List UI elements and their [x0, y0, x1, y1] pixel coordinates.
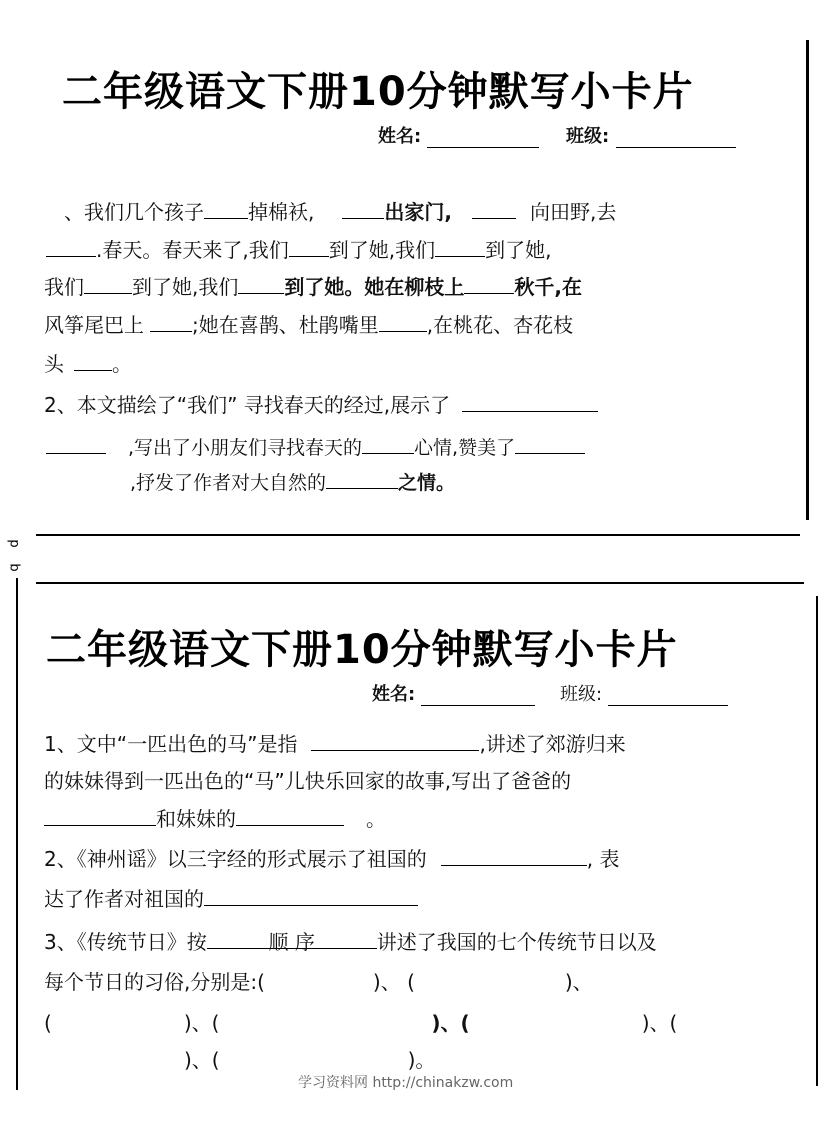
text: 2、本文描绘了“我们” 寻找春天的经过,展示了: [44, 393, 451, 417]
footer-watermark: 学习资料网 http://chinakzw.com: [298, 1075, 514, 1091]
card2-line-6: [44, 928, 657, 956]
text: 。: [112, 352, 132, 376]
text: (: [44, 1011, 52, 1035]
fill-blank[interactable]: [44, 805, 156, 826]
text: )、: [564, 970, 593, 994]
text: 的妹妹得到一匹出色的“马”儿快乐回家的故事,写出了爸爸的: [44, 769, 572, 793]
text: 达了作者对祖国的: [44, 887, 204, 911]
card2-line-2: [44, 767, 571, 795]
text: .春天。春天来了,我们: [96, 238, 289, 262]
fill-blank[interactable]: [238, 273, 284, 294]
text: 讲述了我国的七个传统节日以及: [376, 930, 657, 954]
card2-line-5: [44, 885, 418, 913]
text: , 表: [586, 847, 620, 871]
card1-line-2: [46, 236, 551, 264]
fill-blank[interactable]: [150, 311, 192, 332]
card2-left-border: [16, 578, 18, 1090]
name-blank[interactable]: [427, 129, 539, 148]
card1-line-4: [44, 311, 573, 339]
text: 到了她,我们: [328, 238, 436, 262]
card2-line-8: [44, 1009, 677, 1037]
card2-line-3: [44, 805, 386, 833]
card2-name-row: [372, 680, 728, 706]
text: 每个节日的习俗,分别是:(: [44, 970, 265, 994]
name-label: 姓名:: [378, 126, 422, 147]
fill-blank[interactable]: [326, 468, 398, 489]
card2-line-7: [44, 968, 593, 996]
fill-blank[interactable]: [435, 236, 485, 257]
text: ,在桃花、杏花枝: [426, 313, 574, 337]
fill-blank[interactable]: [46, 236, 96, 257]
text: 到了她。她在柳枝上: [284, 275, 465, 299]
fill-blank[interactable]: [362, 433, 414, 454]
text: 头: [44, 352, 64, 376]
name-label: 姓名:: [372, 684, 416, 705]
card1-line-8: [130, 468, 455, 497]
class-blank[interactable]: [616, 129, 736, 148]
card1-right-border: [806, 40, 809, 520]
text: )、(: [431, 1011, 470, 1035]
text: 风筝尾巴上: [44, 313, 144, 337]
text: 我们: [44, 275, 84, 299]
fill-blank[interactable]: [462, 391, 598, 412]
fill-blank[interactable]: [311, 730, 479, 751]
answer-text: 顺 序: [268, 930, 315, 954]
text: 掉棉袄,: [248, 200, 315, 224]
fill-blank[interactable]: [46, 433, 106, 454]
card1-line-3: [44, 273, 582, 301]
fill-blank[interactable]: [236, 805, 344, 826]
fill-blank[interactable]: [441, 845, 587, 866]
filled-answer[interactable]: [207, 928, 377, 954]
text: 之情。: [398, 472, 456, 494]
fill-blank[interactable]: [204, 885, 418, 906]
text: 、我们几个孩子: [64, 200, 204, 224]
card2-right-border: [816, 596, 818, 1086]
card1-line-1: [64, 198, 616, 226]
fill-blank[interactable]: [289, 236, 329, 257]
class-blank[interactable]: [608, 687, 728, 706]
text: ;她在喜鹊、杜鹃嘴里: [192, 313, 379, 337]
text: ,写出了小朋友们寻找春天的: [128, 437, 363, 459]
fill-blank[interactable]: [342, 198, 384, 219]
text: 到了她,: [485, 238, 552, 262]
name-blank[interactable]: [421, 687, 535, 706]
card2-line-1: [44, 730, 626, 758]
card2-line-9: [184, 1046, 435, 1074]
text: 。: [366, 807, 386, 831]
text: )、(: [183, 1011, 220, 1035]
text: )、 (: [372, 970, 415, 994]
text: 心情,赞美了: [414, 437, 516, 459]
text: 出家门,: [384, 200, 452, 224]
fill-blank[interactable]: [74, 350, 112, 371]
text: )、(: [641, 1011, 678, 1035]
card2-line-4: [44, 845, 619, 873]
fill-blank[interactable]: [84, 273, 132, 294]
fill-blank[interactable]: [515, 433, 585, 454]
text: 秋千,在: [514, 275, 582, 299]
card1-line-7: [46, 433, 585, 462]
text: )、(: [184, 1048, 220, 1072]
fill-blank[interactable]: [464, 273, 514, 294]
text: 和妹妹的: [156, 807, 236, 831]
text: )。: [407, 1048, 436, 1072]
card1-line-6: [44, 391, 598, 419]
fill-blank[interactable]: [379, 311, 427, 332]
card2-title: 二年级语文下册10分钟默写小卡片: [46, 627, 678, 673]
card1-line-5: [44, 350, 132, 378]
side-mark-p: p: [6, 539, 22, 548]
text: 2、《神州谣》以三字经的形式展示了祖国的: [44, 847, 427, 871]
divider-bottom: [36, 582, 804, 584]
text: ,抒发了作者对大自然的: [130, 472, 327, 494]
card1-title: 二年级语文下册10分钟默写小卡片: [62, 69, 694, 115]
fill-blank[interactable]: [204, 198, 248, 219]
text: 1、文中“一匹出色的马”是指: [44, 732, 298, 756]
text: 到了她,我们: [132, 275, 239, 299]
class-label: 班级:: [566, 126, 610, 147]
fill-blank[interactable]: [472, 198, 516, 219]
text: 向田野,去: [529, 200, 617, 224]
text: ,讲述了郊游归来: [479, 732, 626, 756]
card1-name-row: [378, 122, 736, 148]
class-label: 班级:: [560, 684, 603, 705]
side-mark-b: b: [6, 563, 22, 572]
text: 3、《传统节日》按: [44, 930, 207, 954]
divider-top: [36, 534, 800, 536]
